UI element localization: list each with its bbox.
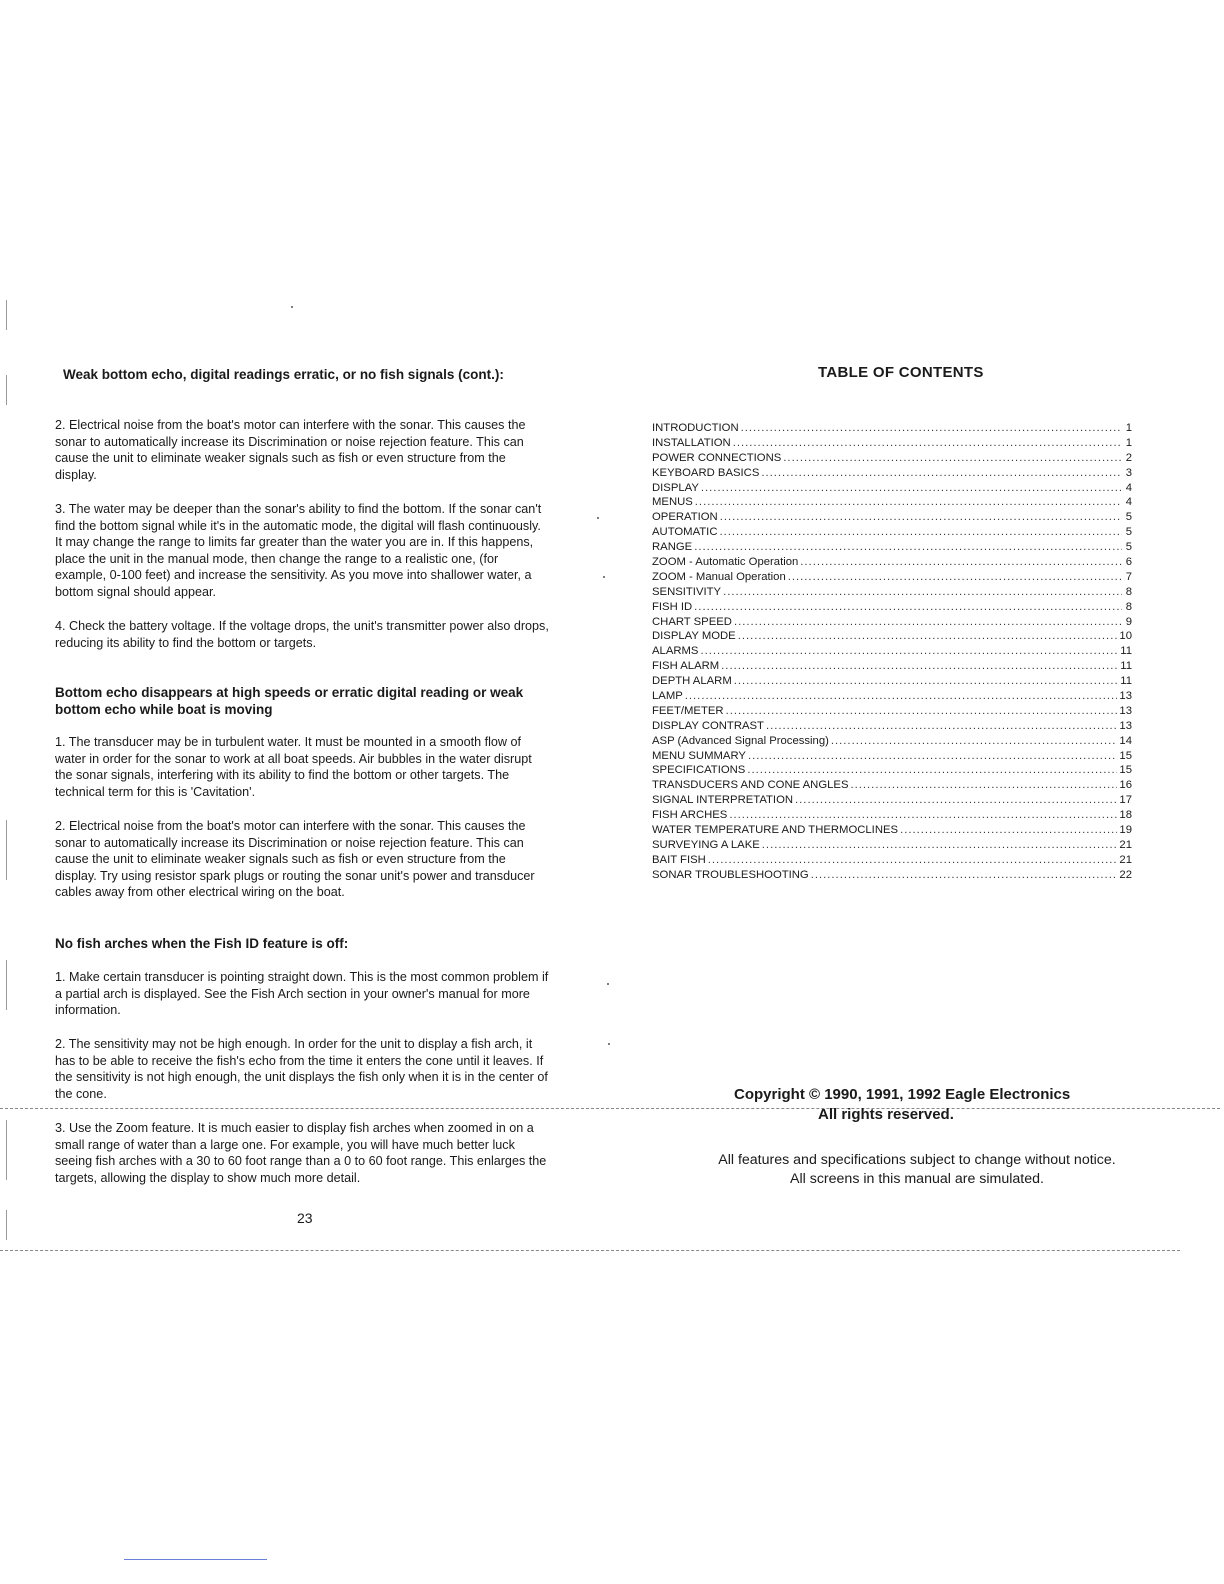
toc-entry-label: SENSITIVITY (652, 585, 722, 598)
toc-entry-page: 18 (1119, 809, 1132, 822)
toc-entry (652, 719, 1132, 734)
toc-leader-dots (721, 659, 1118, 674)
toc-entry-page: 8 (1125, 600, 1132, 613)
toc-entry-page: 21 (1119, 838, 1132, 851)
scan-speck (291, 306, 293, 308)
toc-leader-dots (831, 734, 1118, 749)
toc-leader-dots (741, 421, 1122, 436)
toc-leader-dots (733, 436, 1122, 451)
toc-entry-page: 3 (1125, 466, 1132, 479)
toc-leader-dots (748, 749, 1117, 764)
toc-entry-page: 5 (1125, 511, 1132, 524)
toc-entry-label: INTRODUCTION (652, 422, 739, 434)
toc-leader-dots (747, 763, 1117, 778)
toc-entry-label: SPECIFICATIONS (652, 764, 746, 777)
table-of-contents (652, 421, 1132, 883)
toc-entry-label: ZOOM - Manual Operation (652, 570, 786, 583)
toc-leader-dots (694, 540, 1122, 555)
toc-entry (652, 644, 1132, 659)
toc-entry-label: LAMP (652, 690, 683, 703)
toc-entry (652, 853, 1132, 868)
toc-entry-label: MENUS (652, 496, 693, 509)
toc-entry-page: 10 (1119, 630, 1132, 643)
toc-leader-dots (734, 615, 1122, 630)
toc-leader-dots (738, 629, 1118, 644)
toc-entry-label: TRANSDUCERS AND CONE ANGLES (652, 779, 849, 792)
toc-leader-dots (766, 719, 1117, 734)
paragraph: 2. The sensitivity may not be high enough. In order for the unit to display a fish arch, it has to be able to receive the fish's echo from the time it enters the cone until it leaves. If the sensitivity is not high enough, the unit displays the fish only when it is in the center of the cone. (55, 1037, 548, 1101)
toc-leader-dots (719, 525, 1122, 540)
toc-leader-dots (701, 481, 1122, 496)
toc-entry (652, 481, 1132, 496)
toc-entry (652, 778, 1132, 793)
toc-entry-page: 13 (1119, 690, 1132, 703)
toc-title: TABLE OF CONTENTS (818, 364, 984, 381)
scan-edge-mark (6, 1120, 7, 1180)
toc-entry-page: 14 (1119, 734, 1132, 747)
toc-leader-dots (694, 600, 1122, 615)
toc-entry-label: CHART SPEED (652, 615, 732, 628)
paragraph: 3. Use the Zoom feature. It is much easier to display fish arches when zoomed in on a small range of water than a large one. For example, you will have much better luck seeing fish arches with a 30 to 60 foot range than a 0 to 60 foot range. This enlarges the targets, allowing the display to show much more detail. (55, 1121, 547, 1185)
toc-leader-dots (783, 451, 1122, 466)
toc-entry-page: 11 (1120, 675, 1132, 688)
toc-entry-page: 5 (1125, 541, 1132, 554)
toc-leader-dots (720, 510, 1122, 525)
toc-entry (652, 793, 1132, 808)
scan-underline (124, 1559, 267, 1560)
toc-entry-page: 8 (1125, 585, 1132, 598)
scan-speck (597, 517, 599, 519)
toc-entry-label: DISPLAY MODE (652, 630, 736, 643)
toc-leader-dots (788, 570, 1122, 585)
toc-entry-label: SIGNAL INTERPRETATION (652, 794, 794, 807)
toc-leader-dots (811, 868, 1118, 883)
toc-entry-page: 1 (1125, 436, 1132, 449)
toc-entry-label: DEPTH ALARM (652, 675, 732, 688)
toc-entry-page: 22 (1119, 868, 1132, 881)
toc-entry-label: KEYBOARD BASICS (652, 466, 760, 479)
toc-entry-page: 15 (1119, 764, 1132, 777)
toc-leader-dots (729, 808, 1117, 823)
scan-edge-mark (6, 375, 7, 405)
toc-entry (652, 585, 1132, 600)
toc-leader-dots (734, 674, 1119, 689)
toc-entry (652, 808, 1132, 823)
toc-entry (652, 510, 1132, 525)
toc-entry-label: ALARMS (652, 645, 699, 658)
toc-entry (652, 436, 1132, 451)
rights-reserved: All rights reserved. (818, 1106, 954, 1123)
notice-specifications: All features and specifications subject to change without notice. (718, 1152, 1116, 1168)
scan-edge-mark (6, 300, 7, 330)
toc-leader-dots (685, 689, 1118, 704)
toc-leader-dots (761, 466, 1122, 481)
toc-entry-label: DISPLAY CONTRAST (652, 719, 764, 732)
copyright-line: Copyright © 1990, 1991, 1992 Eagle Electronics (734, 1086, 1071, 1103)
toc-entry-page: 21 (1119, 853, 1132, 866)
toc-entry-page: 11 (1120, 660, 1132, 673)
toc-entry (652, 823, 1132, 838)
toc-entry-label: SURVEYING A LAKE (652, 838, 760, 851)
page-number: 23 (297, 1210, 313, 1226)
toc-leader-dots (795, 793, 1117, 808)
toc-entry-label: AUTOMATIC (652, 526, 718, 539)
heading-weak-bottom-echo: Weak bottom echo, digital readings erratic, or no fish signals (cont.): (63, 367, 504, 382)
toc-leader-dots (708, 853, 1118, 868)
toc-entry-label: FEET/METER (652, 704, 724, 717)
toc-entry-label: POWER CONNECTIONS (652, 451, 782, 464)
scan-edge-mark (6, 1210, 7, 1240)
toc-entry (652, 540, 1132, 555)
paragraph: 2. Electrical noise from the boat's motor can interfere with the sonar. This causes the sonar to automatically increase its Discrimination or noise rejection feature. This can cause the unit to eliminate weaker signals such as fish or even structure from the display. Try using resistor spark plugs or routing the sonar unit's power and transducer cables away from other electrical wiring on the boat. (55, 819, 535, 900)
toc-entry-page: 13 (1119, 704, 1132, 717)
toc-entry-label: BAIT FISH (652, 853, 706, 866)
toc-entry-label: ASP (Advanced Signal Processing) (652, 734, 829, 747)
toc-entry-label: OPERATION (652, 511, 718, 524)
scan-edge-mark (6, 820, 7, 880)
toc-entry (652, 495, 1132, 510)
toc-entry-page: 4 (1125, 481, 1132, 494)
toc-entry (652, 763, 1132, 778)
toc-entry (652, 600, 1132, 615)
toc-entry (652, 615, 1132, 630)
toc-entry-page: 4 (1125, 496, 1132, 509)
toc-entry-page: 19 (1119, 824, 1132, 837)
toc-entry-label: FISH ID (652, 600, 693, 613)
toc-entry (652, 838, 1132, 853)
scan-edge-mark (6, 960, 7, 1010)
toc-entry (652, 674, 1132, 689)
toc-entry (652, 659, 1132, 674)
toc-leader-dots (850, 778, 1117, 793)
toc-entry (652, 555, 1132, 570)
toc-entry-page: 13 (1119, 719, 1132, 732)
toc-leader-dots (762, 838, 1118, 853)
toc-entry (652, 466, 1132, 481)
toc-leader-dots (800, 555, 1122, 570)
paragraph: 1. The transducer may be in turbulent water. It must be mounted in a smooth flow of water in order for the sonar to work at all boat speeds. Air bubbles in the water disrupt the sonar signals, interfering with its ability to find the bottom or other targets. The technical term for this is 'Cavitation'. (55, 735, 532, 799)
toc-entry-page: 6 (1125, 556, 1132, 569)
scan-fold-line (0, 1108, 1220, 1109)
toc-leader-dots (900, 823, 1117, 838)
toc-entry-page: 15 (1119, 749, 1132, 762)
toc-entry-label: FISH ARCHES (652, 809, 728, 822)
heading-no-fish-arches: No fish arches when the Fish ID feature is off: (55, 936, 349, 951)
scan-speck (607, 983, 609, 985)
scan-speck (603, 576, 605, 578)
paragraph: 1. Make certain transducer is pointing straight down. This is the most common problem if a partial arch is displayed. See the Fish Arch section in your owner's manual for more information. (55, 970, 549, 1018)
toc-entry-label: DISPLAY (652, 481, 699, 494)
toc-entry (652, 704, 1132, 719)
toc-entry-page: 16 (1119, 779, 1132, 792)
toc-entry-page: 2 (1125, 451, 1132, 464)
toc-entry-page: 11 (1120, 645, 1132, 658)
toc-entry-label: WATER TEMPERATURE AND THERMOCLINES (652, 824, 899, 837)
toc-entry (652, 525, 1132, 540)
toc-entry-page: 5 (1125, 526, 1132, 539)
scan-bottom-line (0, 1250, 1180, 1251)
toc-entry-label: RANGE (652, 541, 693, 554)
toc-leader-dots (723, 585, 1122, 600)
toc-entry (652, 421, 1132, 436)
toc-entry-label: MENU SUMMARY (652, 749, 746, 762)
toc-entry (652, 629, 1132, 644)
toc-leader-dots (726, 704, 1118, 719)
toc-leader-dots (700, 644, 1118, 659)
toc-entry-label: FISH ALARM (652, 660, 720, 673)
toc-entry (652, 570, 1132, 585)
notice-simulated-screens: All screens in this manual are simulated. (790, 1171, 1044, 1187)
toc-entry (652, 451, 1132, 466)
toc-entry (652, 689, 1132, 704)
paragraph: 4. Check the battery voltage. If the voltage drops, the unit's transmitter power also drops, reducing its ability to find the bottom or targets. (55, 619, 549, 650)
toc-entry-label: SONAR TROUBLESHOOTING (652, 868, 809, 881)
toc-entry-page: 9 (1125, 615, 1132, 628)
toc-entry-page: 17 (1119, 794, 1132, 807)
toc-entry (652, 868, 1132, 883)
toc-entry (652, 749, 1132, 764)
heading-bottom-echo-disappears: Bottom echo disappears at high speeds or erratic digital reading or weak bottom echo while boat is moving (55, 685, 524, 717)
scan-speck (608, 1043, 610, 1045)
paragraph: 2. Electrical noise from the boat's motor can interfere with the sonar. This causes the sonar to automatically increase its Discrimination or noise rejection feature. This can cause the unit to eliminate weaker signals such as fish or even structure from the display. (55, 418, 526, 482)
toc-entry-label: INSTALLATION (652, 436, 731, 449)
toc-entry-label: ZOOM - Automatic Operation (652, 556, 799, 569)
paragraph: 3. The water may be deeper than the sonar's ability to find the bottom. If the sonar can't find the bottom signal while it's in the automatic mode, the digital will flash continuously. It may change the range to limits far greater than the water you are in. If this happens, place the unit in the manual mode, then change the range to a realistic one, (for example, 0-100 feet) and increase the sensitivity. As you move into shallower water, a bottom signal should appear. (55, 502, 542, 599)
toc-leader-dots (695, 495, 1122, 510)
toc-entry (652, 734, 1132, 749)
toc-entry-page: 1 (1125, 422, 1132, 434)
toc-entry-page: 7 (1125, 570, 1132, 583)
